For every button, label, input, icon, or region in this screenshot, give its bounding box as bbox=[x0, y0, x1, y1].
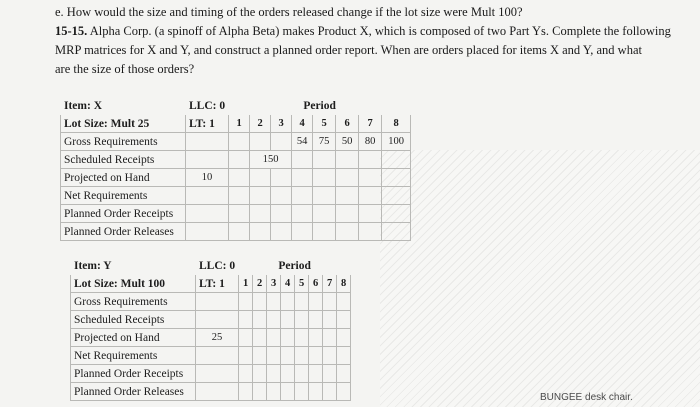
sched-receipt-cell: 150 bbox=[250, 151, 292, 169]
problem-text-line-2: MRP matrices for X and Y, and construct a planned order report. When are orders placed for items X and Y, and what bbox=[55, 43, 642, 57]
period-cell: 4 bbox=[292, 115, 313, 133]
period-cell: 1 bbox=[229, 115, 250, 133]
period-cell: 3 bbox=[271, 115, 292, 133]
period-header-x: Period bbox=[303, 99, 336, 112]
footer-caption: BUNGEE desk chair. bbox=[540, 392, 633, 403]
period-cell: 1 bbox=[239, 275, 253, 293]
problem-statement bbox=[55, 22, 685, 79]
period-header-y: Period bbox=[278, 259, 311, 272]
sched-receipt-cell bbox=[229, 151, 250, 169]
initial-on-hand: 25 bbox=[196, 329, 239, 347]
gross-req-cell: 80 bbox=[359, 133, 382, 151]
gross-req-cell bbox=[250, 133, 271, 151]
row-label: Gross Requirements bbox=[61, 133, 186, 151]
problem-number: 15-15. bbox=[55, 24, 88, 38]
row-label: Planned Order Releases bbox=[61, 223, 186, 241]
gross-req-cell: 100 bbox=[382, 133, 411, 151]
item-x-label: Item: X bbox=[64, 99, 102, 112]
period-cell: 5 bbox=[313, 115, 336, 133]
row-label: Net Requirements bbox=[71, 347, 196, 365]
period-cell: 7 bbox=[323, 275, 337, 293]
question-e: e. How would the size and timing of the orders released change if the lot size were Mult 100? bbox=[55, 5, 523, 19]
row-label: Scheduled Receipts bbox=[71, 311, 196, 329]
period-cell: 3 bbox=[267, 275, 281, 293]
row-label: Gross Requirements bbox=[71, 293, 196, 311]
period-cell: 8 bbox=[382, 115, 411, 133]
gross-req-cell bbox=[271, 133, 292, 151]
problem-text-line-3: are the size of those orders? bbox=[55, 62, 195, 76]
problem-text-line-1: Alpha Corp. (a spinoff of Alpha Beta) makes Product X, which is composed of two Part Ys. Complete the following bbox=[87, 24, 671, 38]
row-label: Planned Order Releases bbox=[71, 383, 196, 401]
item-y-label: Item: Y bbox=[74, 259, 112, 272]
period-cell: 2 bbox=[253, 275, 267, 293]
gross-req-cell: 75 bbox=[313, 133, 336, 151]
background-pattern bbox=[380, 150, 700, 407]
row-label: Projected on Hand bbox=[61, 169, 186, 187]
initial-on-hand: 10 bbox=[186, 169, 229, 187]
llc-y: LLC: 0 bbox=[199, 259, 236, 272]
gross-req-cell: 54 bbox=[292, 133, 313, 151]
row-label: Planned Order Receipts bbox=[71, 365, 196, 383]
period-cell: 6 bbox=[309, 275, 323, 293]
gross-req-cell: 50 bbox=[336, 133, 359, 151]
row-label: Projected on Hand bbox=[71, 329, 196, 347]
row-label: Planned Order Receipts bbox=[61, 205, 186, 223]
period-cell: 7 bbox=[359, 115, 382, 133]
row-label: Scheduled Receipts bbox=[61, 151, 186, 169]
lot-size-x: Lot Size: Mult 25 bbox=[61, 115, 186, 133]
llc-x: LLC: 0 bbox=[189, 99, 226, 112]
mrp-table-x bbox=[60, 96, 411, 241]
period-cell: 5 bbox=[295, 275, 309, 293]
lt-y: LT: 1 bbox=[196, 275, 239, 293]
period-cell: 2 bbox=[250, 115, 271, 133]
period-cell: 4 bbox=[281, 275, 295, 293]
gross-req-cell bbox=[229, 133, 250, 151]
mrp-table-y bbox=[70, 256, 351, 401]
period-cell: 6 bbox=[336, 115, 359, 133]
lot-size-y: Lot Size: Mult 100 bbox=[71, 275, 196, 293]
row-label: Net Requirements bbox=[61, 187, 186, 205]
period-cell: 8 bbox=[337, 275, 351, 293]
lt-x: LT: 1 bbox=[186, 115, 229, 133]
